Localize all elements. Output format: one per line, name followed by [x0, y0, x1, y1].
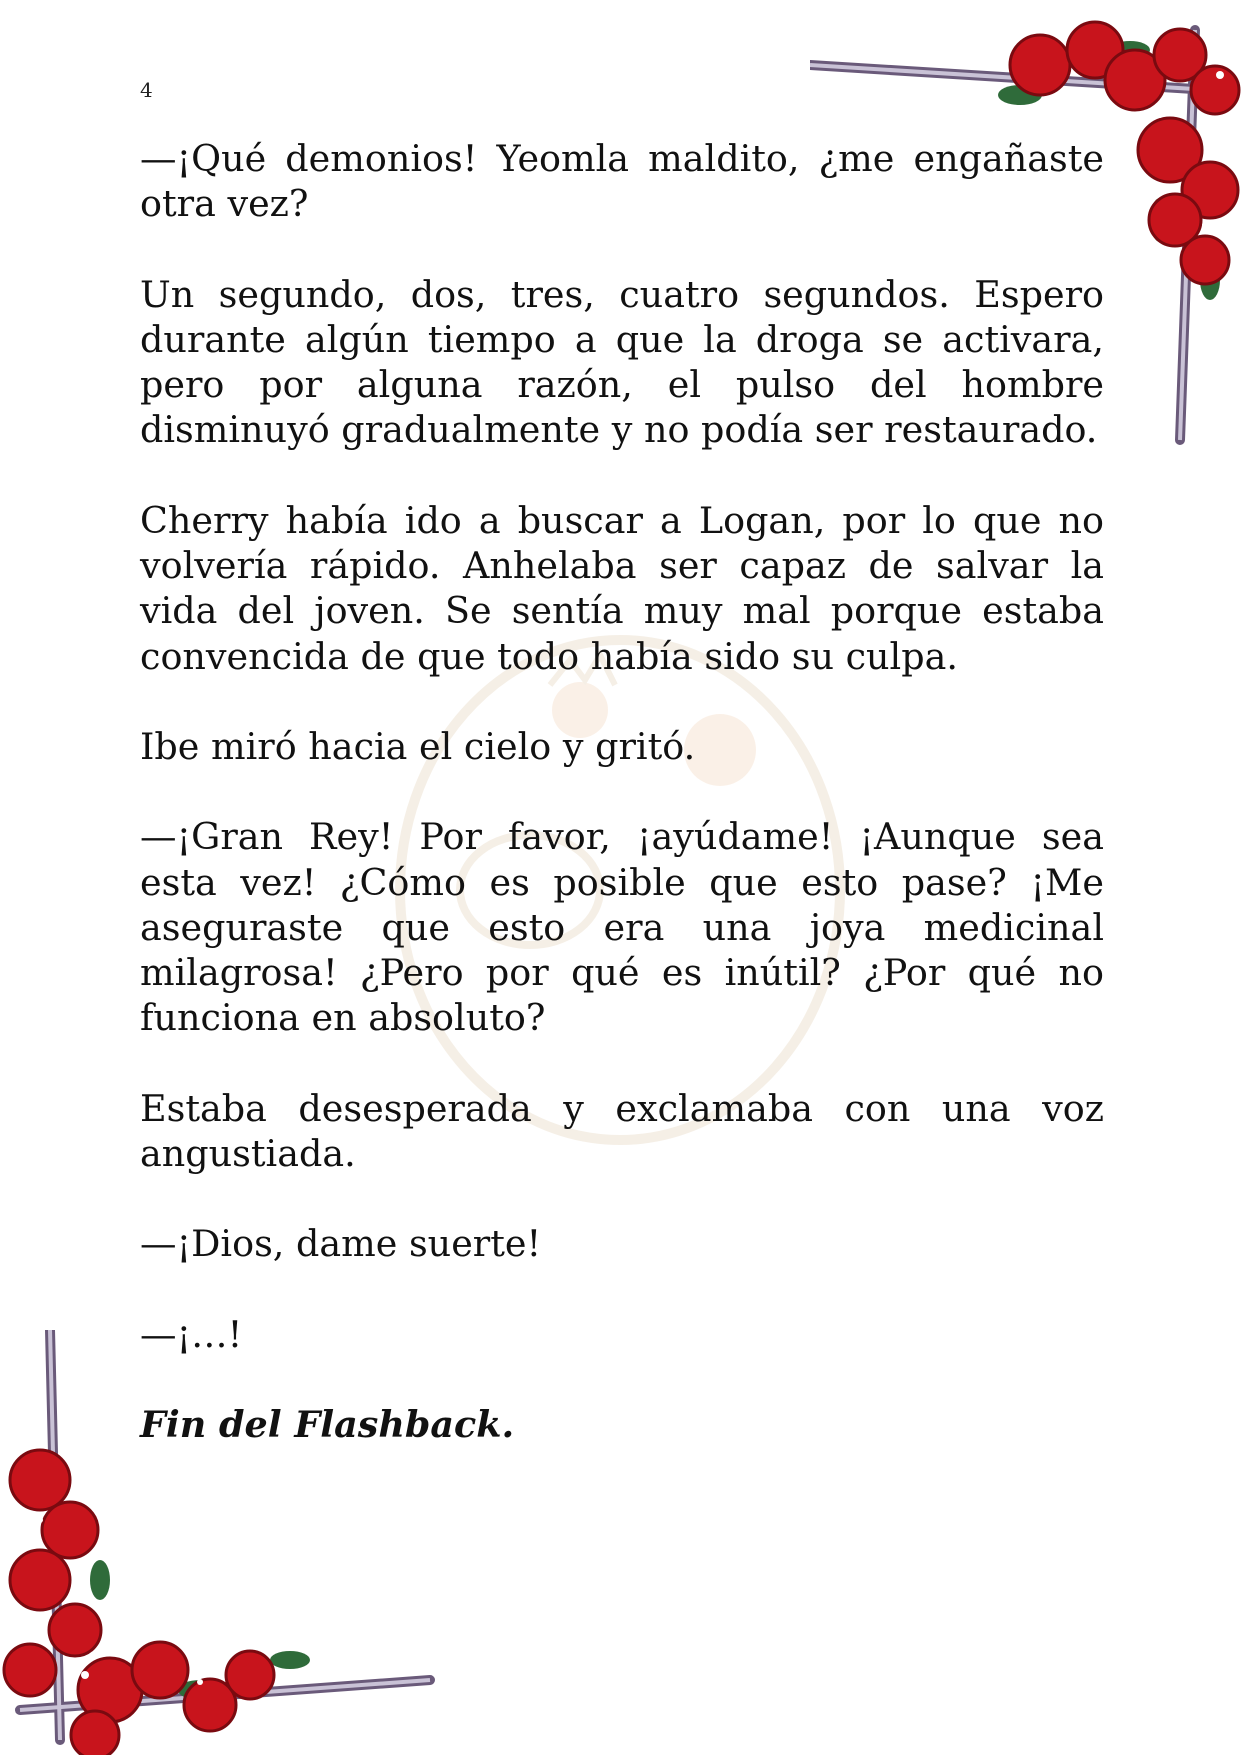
paragraph: —¡Dios, dame suerte! [140, 1222, 542, 1266]
paragraph: —¡Qué demonios! Yeomla maldito, ¿me engañaste otra vez? [140, 137, 1104, 226]
rose-corner-ornament-icon [0, 1330, 440, 1755]
closing-line: Fin del Flashback. [140, 1402, 515, 1446]
paragraph: Ibe miró hacia el cielo y gritó. [140, 724, 696, 768]
paragraph: —¡Gran Rey! Por favor, ¡ayúdame! ¡Aunque sea esta vez! ¿Cómo es posible que esto pase? ¡Me aseguraste que esto era una joya medicinal milagrosa! ¿Pero por qué es inútil? ¿Por qué no funciona en absoluto? [140, 815, 1104, 1040]
paragraph: Cherry había ido a buscar a Logan, por lo que no volvería rápido. Anhelaba ser capaz de salvar la vida del joven. Se sentía muy mal porque estaba convencida de que todo había sido su culpa. [140, 498, 1104, 678]
paragraph: Estaba desesperada y exclamaba con una voz angustiada. [140, 1086, 1104, 1176]
rose-corner-ornament-icon [810, 20, 1241, 460]
paragraph: Un segundo, dos, tres, cuatro segundos. Espero durante algún tiempo a que la droga se activara, pero por alguna razón, el pulso del hombre disminuyó gradualmente y no podía ser restaurado. [140, 272, 1104, 452]
paragraph: —¡…! [140, 1312, 243, 1356]
page-number: 4 [140, 78, 153, 102]
